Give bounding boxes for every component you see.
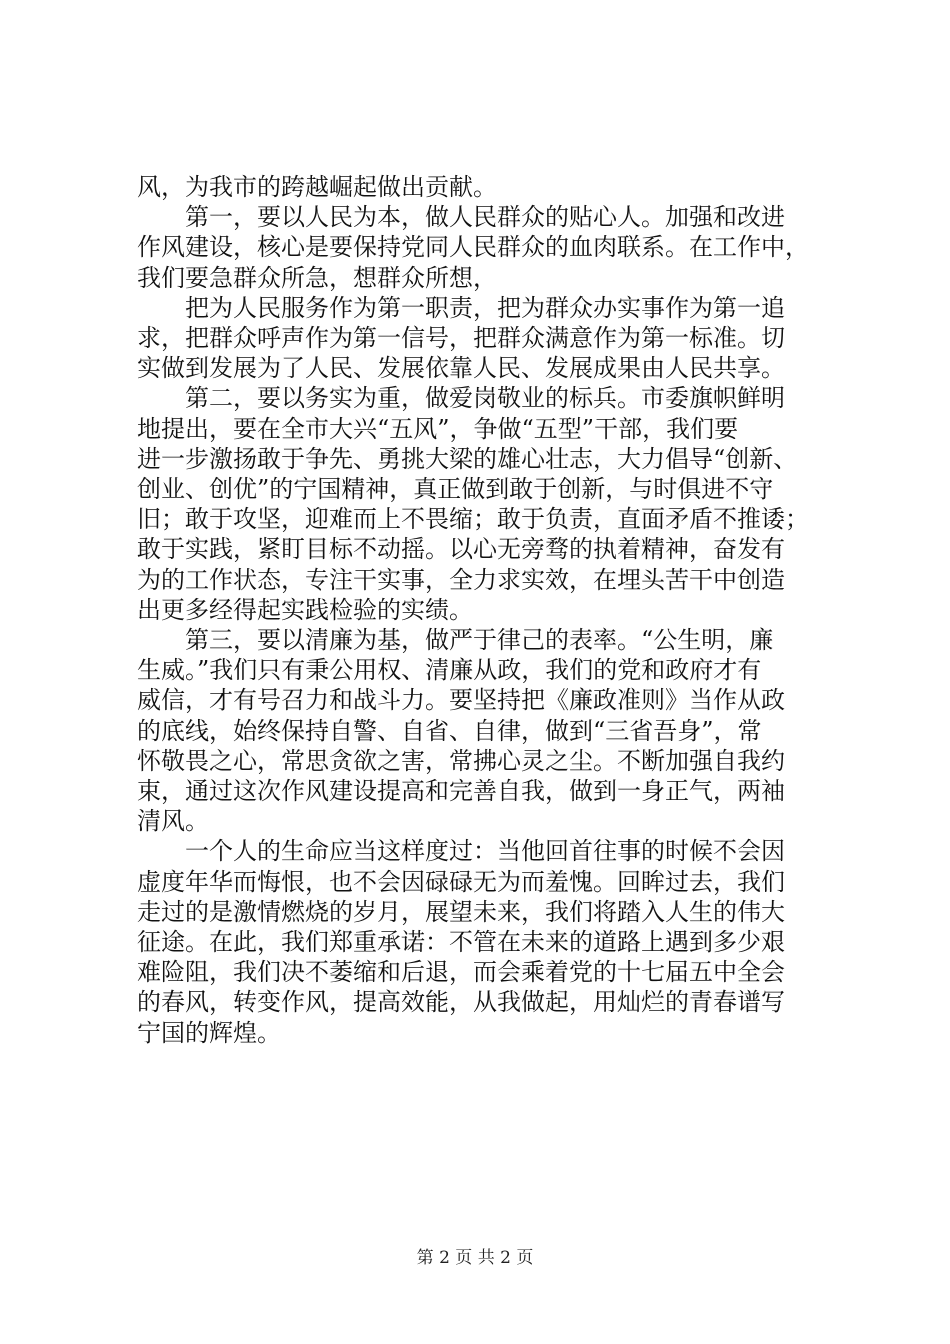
text-line: 的底线，始终保持自警、自省、自律，做到“三省吾身”，常 [137,716,762,745]
text-line: 创业、创优”的宁国精神，真正做到敢于创新，与时俱进不守 [137,475,774,504]
text-line: 宁国的辉煌。 [137,1018,281,1047]
page-number-footer: 第 2 页 共 2 页 [416,1248,534,1268]
text-line: 束，通过这次作风建设提高和完善自我，做到一身正气，两袖 [137,777,785,806]
text-line: 作风建设，核心是要保持党同人民群众的血肉联系。在工作中， [137,233,809,262]
text-line: 虚度年华而悔恨，也不会因碌碌无为而羞愧。回眸过去，我们 [137,867,785,896]
text-line: 出更多经得起实践检验的实绩。 [137,595,473,624]
text-line: 敢于实践，紧盯目标不动摇。以心无旁骛的执着精神，奋发有 [137,535,785,564]
text-line: 我们要急群众所急，想群众所想， [137,263,497,292]
paragraph-first-line: 把为人民服务作为第一职责，把为群众办实事作为第一追 [185,293,785,322]
text-line: 的春风，转变作风，提高效能，从我做起，用灿烂的青春谱写 [137,988,785,1017]
body-text [137,172,837,1048]
text-line: 为的工作状态，专注干实事，全力求实效，在埋头苦干中创造 [137,565,785,594]
text-line: 难险阻，我们决不萎缩和后退，而会乘着党的十七届五中全会 [137,958,785,987]
text-line: 生威。”我们只有秉公用权、清廉从政，我们的党和政府才有 [137,656,762,685]
text-line: 地提出，要在全市大兴“五风”，争做“五型”干部，我们要 [137,414,739,443]
text-line: 实做到发展为了人民、发展依靠人民、发展成果由人民共享。 [137,354,785,383]
text-line: 怀敬畏之心，常思贪欲之害，常拂心灵之尘。不断加强自我约 [137,746,785,775]
text-line: 走过的是激情燃烧的岁月，展望未来，我们将踏入人生的伟大 [137,897,785,926]
text-line: 旧；敢于攻坚，迎难而上不畏缩；敢于负责，直面矛盾不推诿； [137,505,809,534]
paragraph-first-line: 第一，要以人民为本，做人民群众的贴心人。加强和改进 [185,203,785,232]
text-line: 征途。在此，我们郑重承诺：不管在未来的道路上遇到多少艰 [137,928,785,957]
text-line: 清风。 [137,807,209,836]
paragraph-first-line: 一个人的生命应当这样度过：当他回首往事的时候不会因 [185,837,785,866]
paragraph-first-line: 第三，要以清廉为基，做严于律己的表率。“公生明，廉 [185,626,774,655]
text-line: 风，为我市的跨越崛起做出贡献。 [137,173,497,201]
text-line: 进一步激扬敢于争先、勇挑大梁的雄心壮志，大力倡导“创新、 [137,444,798,473]
text-line: 求，把群众呼声作为第一信号，把群众满意作为第一标准。切 [137,324,785,353]
paragraph-first-line: 第二，要以务实为重，做爱岗敬业的标兵。市委旗帜鲜明 [185,384,785,413]
text-line: 威信，才有号召力和战斗力。要坚持把《廉政准则》当作从政 [137,686,785,715]
